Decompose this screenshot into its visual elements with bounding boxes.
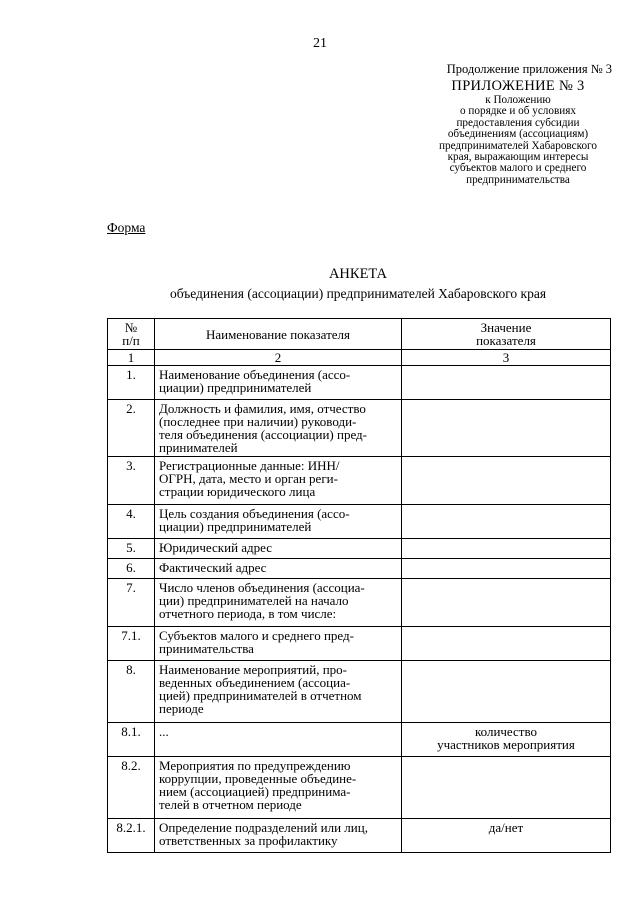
table-row (108, 819, 611, 853)
table-row (108, 579, 611, 627)
survey-subtitle: объединения (ассоциации) предпринимателей Хабаровского края (169, 286, 547, 301)
row-indicator-value (402, 627, 611, 661)
appendix-title: ПРИЛОЖЕНИЕ № 3 (451, 78, 585, 94)
row-number: 2. (108, 400, 155, 457)
appendix-line: предоставления субсидии (456, 116, 580, 129)
row-indicator-value (402, 400, 611, 457)
continuation-note: Продолжение приложения № 3 (446, 62, 612, 76)
table-row (108, 505, 611, 539)
appendix-line: к Положению (485, 94, 551, 106)
row-indicator-name: ... (155, 723, 402, 757)
row-indicator-value: количество участников мероприятия (402, 723, 611, 757)
row-indicator-value: да/нет (402, 819, 611, 853)
table-row (108, 723, 611, 757)
row-number: 7. (108, 579, 155, 627)
appendix-line: предпринимательства (466, 173, 570, 186)
table-row (108, 559, 611, 579)
row-indicator-name: Фактический адрес (155, 559, 402, 579)
row-indicator-value (402, 539, 611, 559)
column-index-row (108, 350, 611, 366)
row-number: 3. (108, 457, 155, 505)
index-cell: 1 (108, 350, 155, 366)
header-number: № п/п (108, 319, 155, 350)
row-number: 8.1. (108, 723, 155, 757)
row-indicator-name: Наименование объединения (ассо- циации) предпринимателей (155, 366, 402, 400)
appendix-line: субъектов малого и среднего (449, 162, 587, 175)
row-indicator-value (402, 661, 611, 723)
table-row (108, 366, 611, 400)
table-body (108, 350, 611, 853)
row-number: 1. (108, 366, 155, 400)
row-indicator-value (402, 559, 611, 579)
row-indicator-name: Регистрационные данные: ИНН/ ОГРН, дата, место и орган реги- страции юридического лица (155, 457, 402, 505)
table-row (108, 539, 611, 559)
row-indicator-name: Субъектов малого и среднего пред- принимательства (155, 627, 402, 661)
table-row (108, 757, 611, 819)
row-indicator-value (402, 505, 611, 539)
index-cell: 2 (155, 350, 402, 366)
appendix-line: объединениям (ассоциациям) (447, 128, 589, 141)
row-indicator-name: Число членов объединения (ассоциа- ции) предпринимателей на начало отчетного периода, в том числе: (155, 579, 402, 627)
appendix-header (420, 78, 616, 186)
row-indicator-name: Цель создания объединения (ассо- циации) предпринимателей (155, 505, 402, 539)
row-indicator-name: Наименование мероприятий, про- веденных объединением (ассоциа- цией) предпринимателей в отчетном периоде (155, 661, 402, 723)
index-cell: 3 (402, 350, 611, 366)
row-indicator-name: Юридический адрес (155, 539, 402, 559)
survey-title: АНКЕТА (328, 266, 388, 282)
row-number: 4. (108, 505, 155, 539)
table-row (108, 400, 611, 457)
row-indicator-name: Должность и фамилия, имя, отчество (последнее при наличии) руководи- теля объединения (ассоциации) пред- принимателей (155, 400, 402, 457)
row-number: 7.1. (108, 627, 155, 661)
table-row (108, 457, 611, 505)
row-indicator-value (402, 457, 611, 505)
header-indicator-name: Наименование показателя (155, 319, 402, 350)
row-indicator-value (402, 366, 611, 400)
row-indicator-value (402, 579, 611, 627)
row-number: 8.2. (108, 757, 155, 819)
row-indicator-name: Определение подразделений или лиц, ответственных за профилактику (155, 819, 402, 853)
row-number: 8. (108, 661, 155, 723)
row-number: 5. (108, 539, 155, 559)
row-indicator-value (402, 757, 611, 819)
table-row (108, 661, 611, 723)
row-number: 6. (108, 559, 155, 579)
appendix-line: предпринимателей Хабаровского (439, 139, 597, 152)
appendix-line: о порядке и об условиях (460, 105, 576, 118)
table-row (108, 627, 611, 661)
appendix-line: края, выражающим интересы (447, 151, 589, 164)
row-number: 8.2.1. (108, 819, 155, 853)
page-number: 21 (313, 36, 327, 51)
form-label: Форма (107, 220, 146, 235)
row-indicator-name: Мероприятия по предупреждению коррупции, проведенные объедине- нием (ассоциацией) предпринима- телей в отчетном периоде (155, 757, 402, 819)
table-header-row (108, 319, 611, 350)
survey-table (107, 318, 611, 853)
header-indicator-value: Значение показателя (402, 319, 611, 350)
